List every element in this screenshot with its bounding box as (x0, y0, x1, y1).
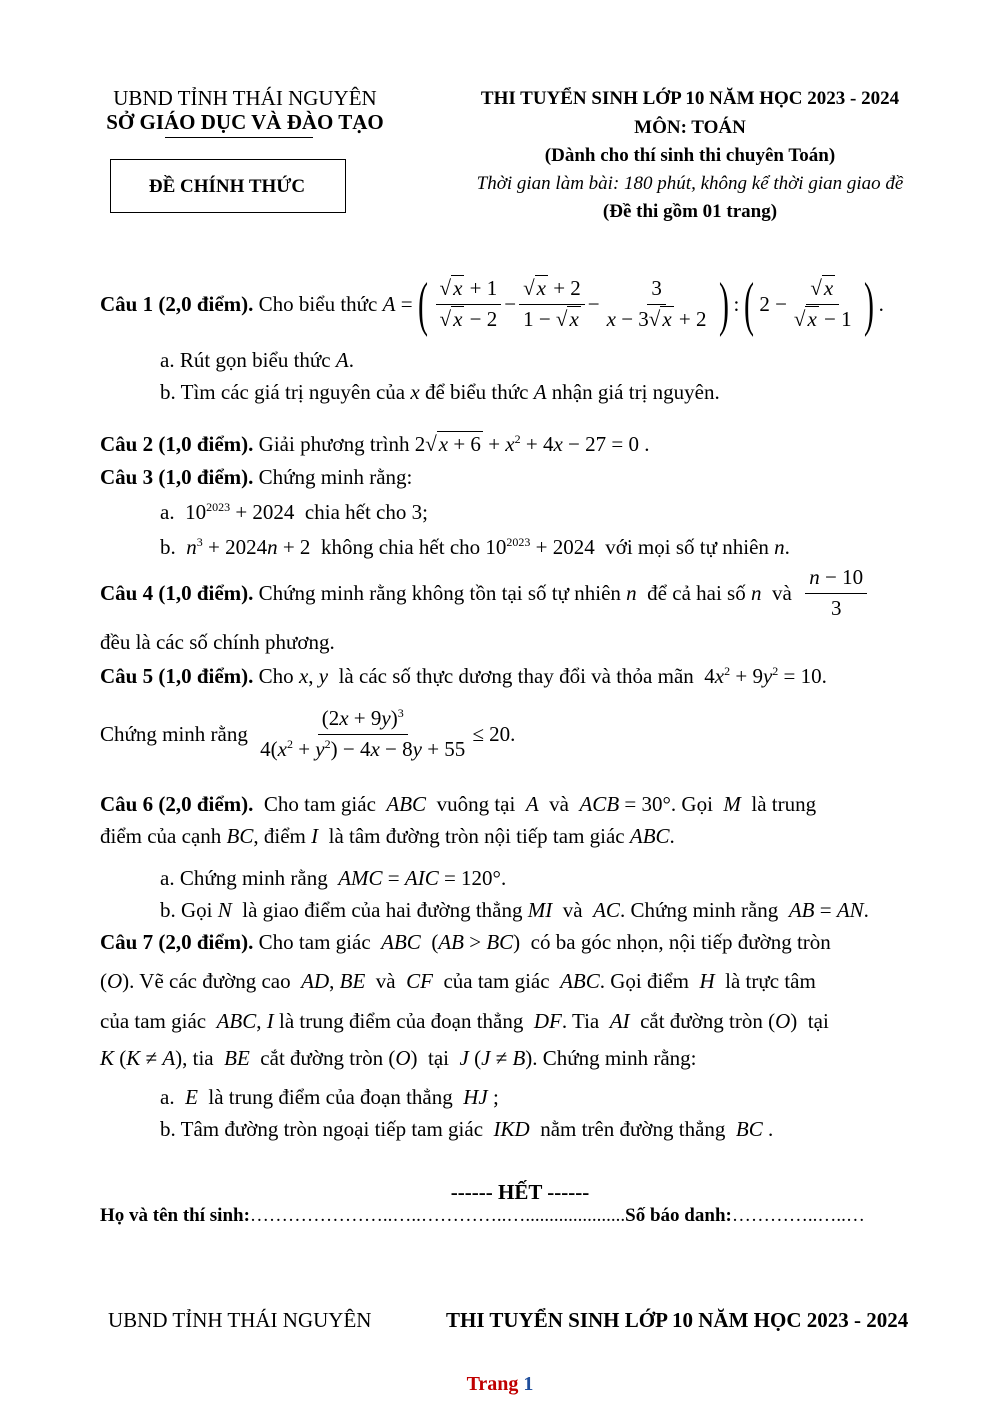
footer-exam-title: THI TUYỂN SINH LỚP 10 NĂM HỌC 2023 - 2024 (446, 1308, 909, 1332)
q6-part-a: a. Chứng minh rằng AMC = AIC = 120°. (160, 866, 507, 890)
audience: (Dành cho thí sinh thi chuyên Toán) (544, 145, 836, 166)
q7-line2: (O). Vẽ các đường cao AD, BE và CF của tam giác ABC. Gọi điểm H là trực tâm (100, 969, 816, 993)
exam-title: THI TUYỂN SINH LỚP 10 NĂM HỌC 2023 - 2024 (480, 88, 900, 109)
q7-line3: của tam giác ABC, I là trung điểm của đoạn thẳng DF. Tia AI cắt đường tròn (O) tại (100, 1009, 829, 1033)
q6-line2: điểm của cạnh BC, điểm I là tâm đường tròn nội tiếp tam giác ABC. (100, 824, 675, 848)
q3-part-a: a. $10^{2023} + 2024$ chia hết cho 3; (160, 500, 428, 524)
header-underline (165, 137, 313, 138)
q1-part-b: b. Tìm các giá trị nguyên của x để biểu thức A nhận giá trị nguyên. (160, 380, 720, 404)
q2-equation: $2√x + 6 + x^2 + 4x - 27 = 0$ . (414, 432, 650, 456)
q1-paren: ( (417, 271, 428, 337)
q1-text: Cho biểu thức (258, 291, 378, 316)
page-count-note: (Đề thi gồm 01 trang) (602, 201, 778, 222)
official-label: ĐỀ CHÍNH THỨC (148, 176, 306, 197)
candidate-line: Họ và tên thí sinh:…………………..…..…………..….....................Số báo danh:…………..…..… (100, 1205, 865, 1226)
q4-fraction: $\frac{n - 10}{3}$ (805, 565, 867, 620)
q7-part-b: b. Tâm đường tròn ngoại tiếp tam giác IKD nằm trên đường thẳng BC . (160, 1117, 774, 1141)
q4-line2: đều là các số chính phương. (100, 630, 335, 654)
q1-frac3: $\frac{3}{x - 3√x + 2}$ (606, 276, 707, 331)
q5-line: Câu 5 (1,0 điểm). Cho x, y là các số thực dương thay đổi và thỏa mãn $4x^2 + 9y^2 = 10$. (100, 664, 827, 688)
q1-frac4: $\frac{√x}{√x - 1}$ (793, 276, 852, 331)
q1-frac2: $\frac{√x + 2}{1 - √x}$ (519, 276, 585, 331)
q6-line1: Câu 6 (2,0 điểm). Cho tam giác ABC vuông tại A và ACB = 30°. Gọi M là trung (100, 792, 817, 816)
page-number: Trang 1 (466, 1373, 534, 1395)
q1-label: Câu 1 (2,0 điểm). (100, 291, 254, 316)
q1-part-a: a. Rút gọn biểu thức A. (160, 348, 354, 372)
q6-part-b: b. Gọi N là giao điểm của hai đường thẳng MI và AC. Chứng minh rằng AB = AN. (160, 898, 869, 922)
q2-line: Câu 2 (1,0 điểm). Giải phương trình $2√x + 6 + x^2 + 4x - 27 = 0$ . (100, 432, 650, 456)
q4-line: Câu 4 (1,0 điểm). Chứng minh rằng không tồn tại số tự nhiên n để cả hai số n và $\frac{n - 10}{3}$ (100, 566, 870, 620)
q1-frac1: $\frac{√x + 1}{√x - 2}$ (436, 276, 502, 331)
q3-part-b: b. $n^3 + 2024n + 2$ không chia hết cho $10^{2023} + 2024$ với mọi số tự nhiên n. (160, 535, 790, 559)
department-name: SỞ GIÁO DỤC VÀ ĐÀO TẠO (106, 110, 384, 134)
q7-line1: Câu 7 (2,0 điểm). Cho tam giác ABC (AB > BC) có ba góc nhọn, nội tiếp đường tròn (100, 930, 831, 954)
subject: MÔN: TOÁN (634, 117, 746, 138)
q1-formula: A (382, 291, 396, 316)
q7-part-a: a. E là trung điểm của đoạn thẳng HJ ; (160, 1085, 499, 1109)
q3-line: Câu 3 (1,0 điểm). Chứng minh rằng: (100, 465, 413, 489)
q1-line: Câu 1 (2,0 điểm). Cho biểu thức A = ( $\frac{√x + 1}{√x - 2}$ − $\frac{√x + 2}{1 - √x}$ − $\frac{3}{x - 3√x + 2}$ ) : ( 2 − $\frac{√x}{√x - 1}$ ) . (100, 271, 884, 337)
authority-name: UBND TỈNH THÁI NGUYÊN (113, 86, 377, 110)
q5-line2: Chứng minh rằng $\frac{(2x + 9y)^3}{4(x^2 + y^2) - 4x - 8y + 55}$ ≤ 20. (100, 706, 516, 761)
end-marker: ------ HẾT ------ (450, 1180, 590, 1204)
footer-authority: UBND TỈNH THÁI NGUYÊN (108, 1308, 372, 1332)
time-note: Thời gian làm bài: 180 phút, không kể thời gian giao đề (476, 173, 904, 194)
q7-line4: K (K ≠ A), tia BE cắt đường tròn (O) tại J (J ≠ B). Chứng minh rằng: (100, 1046, 697, 1070)
q5-fraction: $\frac{(2x + 9y)^3}{4(x^2 + y^2) - 4x - 8y + 55}$ (260, 706, 466, 761)
